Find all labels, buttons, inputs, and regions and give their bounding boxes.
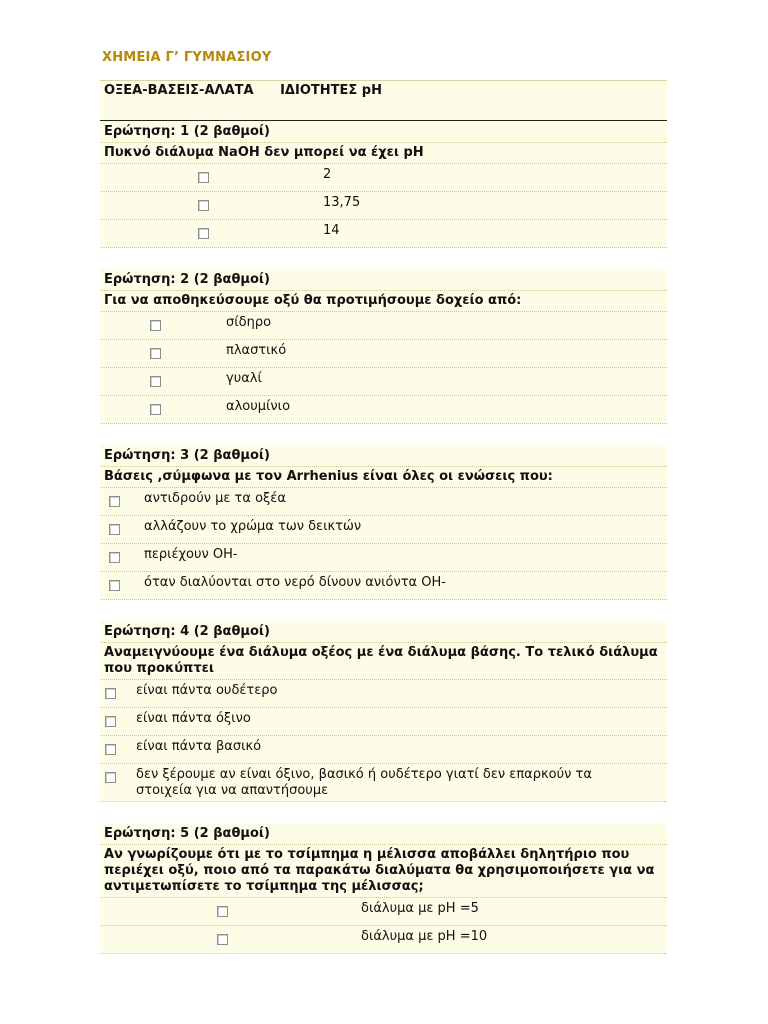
question-text: Βάσεις ,σύμφωνα με τον Arrhenius είναι όλες οι ενώσεις που: <box>100 467 667 488</box>
option-label: 2 <box>323 167 332 182</box>
option-label: γυαλί <box>226 371 262 386</box>
quiz <box>100 80 667 954</box>
question-4 <box>100 621 667 802</box>
option-checkbox[interactable] <box>150 376 161 387</box>
option-checkbox[interactable] <box>217 906 228 917</box>
question-text: Αναμειγνύουμε ένα διάλυμα οξέος με ένα διάλυμα βάσης. Το τελικό διάλυμα που προκύπτει <box>100 643 667 680</box>
question-text: Για να αποθηκεύσουμε οξύ θα προτιμήσουμε δοχείο από: <box>100 291 667 312</box>
option-checkbox[interactable] <box>150 348 161 359</box>
question-3 <box>100 445 667 600</box>
option-label: πλαστικό <box>226 343 287 358</box>
option <box>100 220 667 248</box>
option <box>100 572 667 600</box>
option-checkbox[interactable] <box>150 404 161 415</box>
option <box>100 544 667 572</box>
page-header: ΧΗΜΕΙΑ Γ’ ΓΥΜΝΑΣΙΟΥ <box>102 50 272 65</box>
option <box>100 736 667 764</box>
option-label: διάλυμα με pH =5 <box>361 901 479 916</box>
question-heading: Ερώτηση: 4 (2 βαθμοί) <box>100 621 667 643</box>
option-label: περιέχουν OH- <box>144 547 238 562</box>
question-heading: Ερώτηση: 1 (2 βαθμοί) <box>100 121 667 143</box>
option-checkbox[interactable] <box>198 172 209 183</box>
option <box>100 488 667 516</box>
option-label: σίδηρο <box>226 315 272 330</box>
option-label: όταν διαλύονται στο νερό δίνουν ανιόντα OH- <box>144 575 446 590</box>
option-checkbox[interactable] <box>109 580 120 591</box>
question-2 <box>100 269 667 424</box>
option-label: 13,75 <box>323 195 361 210</box>
option <box>100 396 667 424</box>
question-heading: Ερώτηση: 3 (2 βαθμοί) <box>100 445 667 467</box>
option-checkbox[interactable] <box>217 934 228 945</box>
option-checkbox[interactable] <box>105 688 116 699</box>
option <box>100 898 667 926</box>
option <box>100 164 667 192</box>
option-checkbox[interactable] <box>105 772 116 783</box>
question-text: Αν γνωρίζουμε ότι με το τσίμπημα η μέλισσα αποβάλλει δηλητήριο που περιέχει οξύ, ποιο από τα παρακάτω διαλύματα θα χρησιμοποιήσετε για να αντιμετωπίσετε το τσίμπημα της μέλισσας; <box>100 845 667 898</box>
option-label: 14 <box>323 223 340 238</box>
option <box>100 764 667 802</box>
option-label: είναι πάντα ουδέτερο <box>136 683 278 698</box>
option-label: δεν ξέρουμε αν είναι όξινο, βασικό ή ουδέτερο γιατί δεν επαρκούν τα στοιχεία για να απαντήσουμε <box>136 767 592 798</box>
option-label: αλλάζουν το χρώμα των δεικτών <box>144 519 362 534</box>
option <box>100 708 667 736</box>
quiz-title <box>100 80 667 121</box>
option-checkbox[interactable] <box>105 716 116 727</box>
question-1 <box>100 121 667 248</box>
option-checkbox[interactable] <box>198 200 209 211</box>
option-label: είναι πάντα όξινο <box>136 711 251 726</box>
option <box>100 368 667 396</box>
option-checkbox[interactable] <box>150 320 161 331</box>
option <box>100 312 667 340</box>
option <box>100 516 667 544</box>
option-label: διάλυμα με pH =10 <box>361 929 488 944</box>
question-5 <box>100 823 667 954</box>
option-label: είναι πάντα βασικό <box>136 739 262 754</box>
question-heading: Ερώτηση: 2 (2 βαθμοί) <box>100 269 667 291</box>
option-checkbox[interactable] <box>109 496 120 507</box>
option <box>100 340 667 368</box>
option-checkbox[interactable] <box>109 524 120 535</box>
option-checkbox[interactable] <box>198 228 209 239</box>
option <box>100 926 667 954</box>
option <box>100 192 667 220</box>
subtopic-title: ΙΔΙΟΤΗΤΕΣ pH <box>280 83 382 98</box>
option-checkbox[interactable] <box>109 552 120 563</box>
question-text: Πυκνό διάλυμα NaOH δεν μπορεί να έχει pH <box>100 143 667 164</box>
option-label: αντιδρούν με τα οξέα <box>144 491 286 506</box>
option-label: αλουμίνιο <box>226 399 291 414</box>
question-heading: Ερώτηση: 5 (2 βαθμοί) <box>100 823 667 845</box>
option-checkbox[interactable] <box>105 744 116 755</box>
topic-title: ΟΞΕΑ-ΒΑΣΕΙΣ-ΑΛΑΤΑ <box>104 83 254 98</box>
option <box>100 680 667 708</box>
